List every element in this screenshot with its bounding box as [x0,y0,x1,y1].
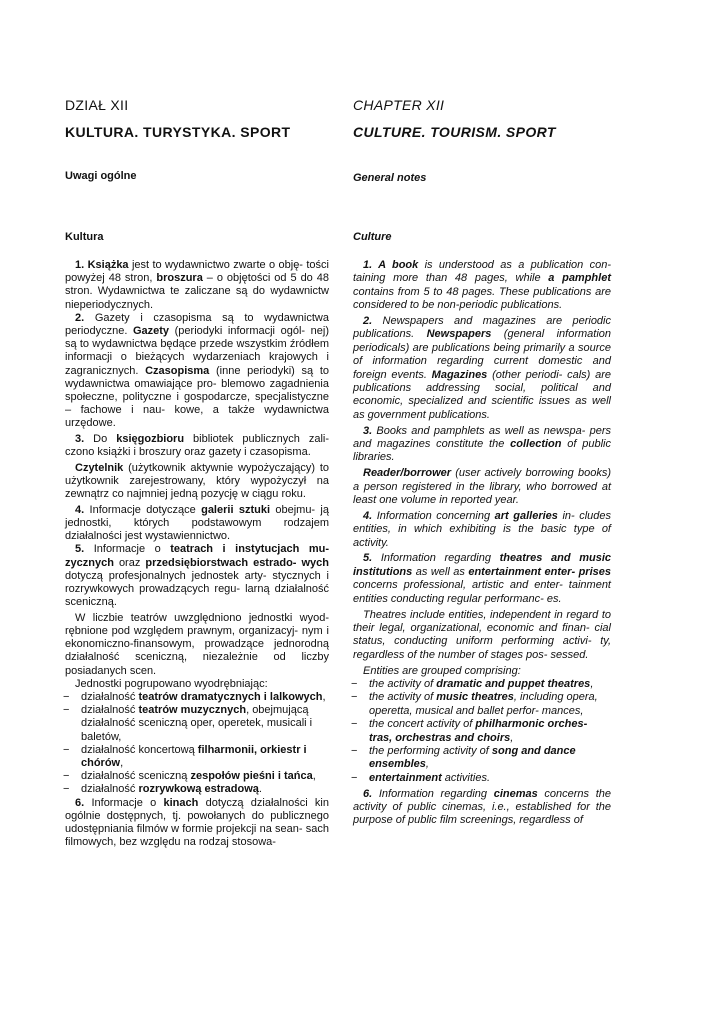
list-item: − entertainment activities. [353,772,611,785]
chapter-heading-en: CHAPTER XII [353,97,445,113]
list-item: − the activity of dramatic and puppet theatres, [353,678,611,691]
body-text-pl [65,259,329,850]
list-item: − działalność rozrywkową estradową. [65,783,329,796]
list-item: − działalność teatrów dramatycznych i lalkowych, [65,691,329,704]
paragraph-3: 3. Do księgozbioru bibliotek publicznych zali- czono książki i broszury oraz gazety i czasopisma. [65,433,329,459]
paragraph-1: 1. A book is understood as a publication con- taining more than 48 pages, while a pamphlet contains from 5 to 48 pages. These publications are considered to be non-periodic publications. [353,259,611,312]
list-item: − the performing activity of song and dance ensembles, [353,745,611,772]
chapter-heading-pl: DZIAŁ XII [65,97,129,113]
paragraph-3b: Reader/borrower (user actively borrowing books) a person registered in the library, who borrowed at least one volume in reported year. [353,467,611,507]
paragraph-6: 6. Informacje o kinach dotyczą działalności kin ogólnie dostępnych, tj. powołanych do publicznego udostępniania filmów w formie projekcji na sean- sach filmowych, bez względu na rodzaj stosowa- [65,796,329,849]
body-text-en [353,259,611,828]
paragraph-2: 2. Newspapers and magazines are periodic publications. Newspapers (general information periodicals) are publications being primarily a source of information regarding current domestic and foreign events. Magazines (other periodi- cals) are publications addressing social, political and economic, specialized and scientific issues as well as government publications. [353,315,611,421]
paragraph-5: 5. Information regarding theatres and music institutions as well as entertainment enter- prises concerns professional, artistic and enter- tainment entities conducting regular performanc- es. [353,552,612,605]
general-notes-heading-pl: Uwagi ogólne [65,170,137,182]
paragraph-3: 3. Books and pamphlets as well as newspa- pers and magazines constitute the collection of public libraries. [353,424,612,464]
paragraph-5b: W liczbie teatrów uwzględniono jednostki wyod- rębnione pod względem prawnym, organizacyj- nym i ekonomiczno-finansowym, prowadzące jednorodną działalność sceniczną, niezależnie od liczby posiadanych scen. [65,611,329,677]
section-heading-en: Culture [353,231,392,243]
paragraph-5b: Theatres include entities, independent in regard to their legal, organizational, economic and finan- cial status, conducting uniform performing activi- ty, regardless of the number of stages pos- sessed. [353,608,611,661]
list-en [353,678,611,785]
paragraph-1: 1. Książka jest to wydawnictwo zwarte o obję- tości powyżej 48 stron, broszura – o objętości od 5 do 48 stron. Wydawnictwa te zaliczane są do wydawnictw nieperiodycznych. [65,259,329,311]
paragraph-2: 2. Gazety i czasopisma są to wydawnictwa periodyczne. Gazety (periodyki informacji ogól- nej) są to wydawnictwa będące przede wszystkim źródłem informacji o bieżących wydarzeniach krajowych i zagranicznych. Czasopisma (inne periodyki) są to wydawnictwa omawiające pro- blemowo zagadnienia społeczne, polityczne i gospodarcze, specjalistyczne – fachowe i nau- kowe, a także wydawnictwa urzędowe. [65,311,329,430]
paragraph-5c: Jednostki pogrupowano wyodrębniając: [75,677,268,690]
list-item: − the activity of music theatres, including opera, operetta, musical and ballet perfor- mances, [353,691,611,718]
section-heading-pl: Kultura [65,231,104,243]
chapter-title-pl: KULTURA. TURYSTYKA. SPORT [65,124,291,140]
paragraph-4: 4. Information concerning art galleries in- cludes entities, in which exhibiting is the basic type of activity. [353,509,612,549]
list-item: − the concert activity of philharmonic orches- tras, orchestras and choirs, [353,718,611,745]
paragraph-3b: Czytelnik (użytkownik aktywnie wypożyczający) to użytkownik zarejestrowany, który wypożyczył na zewnątrz co najmniej jedną pozycję w ciągu roku. [65,461,329,501]
list-item: − działalność teatrów muzycznych, obejmującą działalność sceniczną oper, operetek, musicali i baletów, [65,704,329,744]
list-pl [65,691,329,797]
paragraph-5c: Entities are grouped comprising: [363,664,521,677]
paragraph-6: 6. Information regarding cinemas concerns the activity of public cinemas, i.e., established for the purpose of public film screenings, regardless of [353,787,611,827]
paragraph-4: 4. Informacje dotyczące galerii sztuki obejmu- ją jednostki, których podstawowym rodzajem działalności jest wystawiennictwo. [65,503,329,543]
general-notes-heading-en: General notes [353,172,427,184]
chapter-title-en: CULTURE. TOURISM. SPORT [353,124,556,140]
list-item: − działalność sceniczną zespołów pieśni i tańca, [65,770,329,783]
list-item: − działalność koncertową filharmonii, orkiestr i chórów, [65,744,329,770]
paragraph-5: 5. Informacje o teatrach i instytucjach mu- zycznych oraz przedsiębiorstwach estrado- wych dotyczą profesjonalnych jednostek arty- stycznych i rozrywkowych prowadzących regu- larną działalność sceniczną. [65,543,330,609]
